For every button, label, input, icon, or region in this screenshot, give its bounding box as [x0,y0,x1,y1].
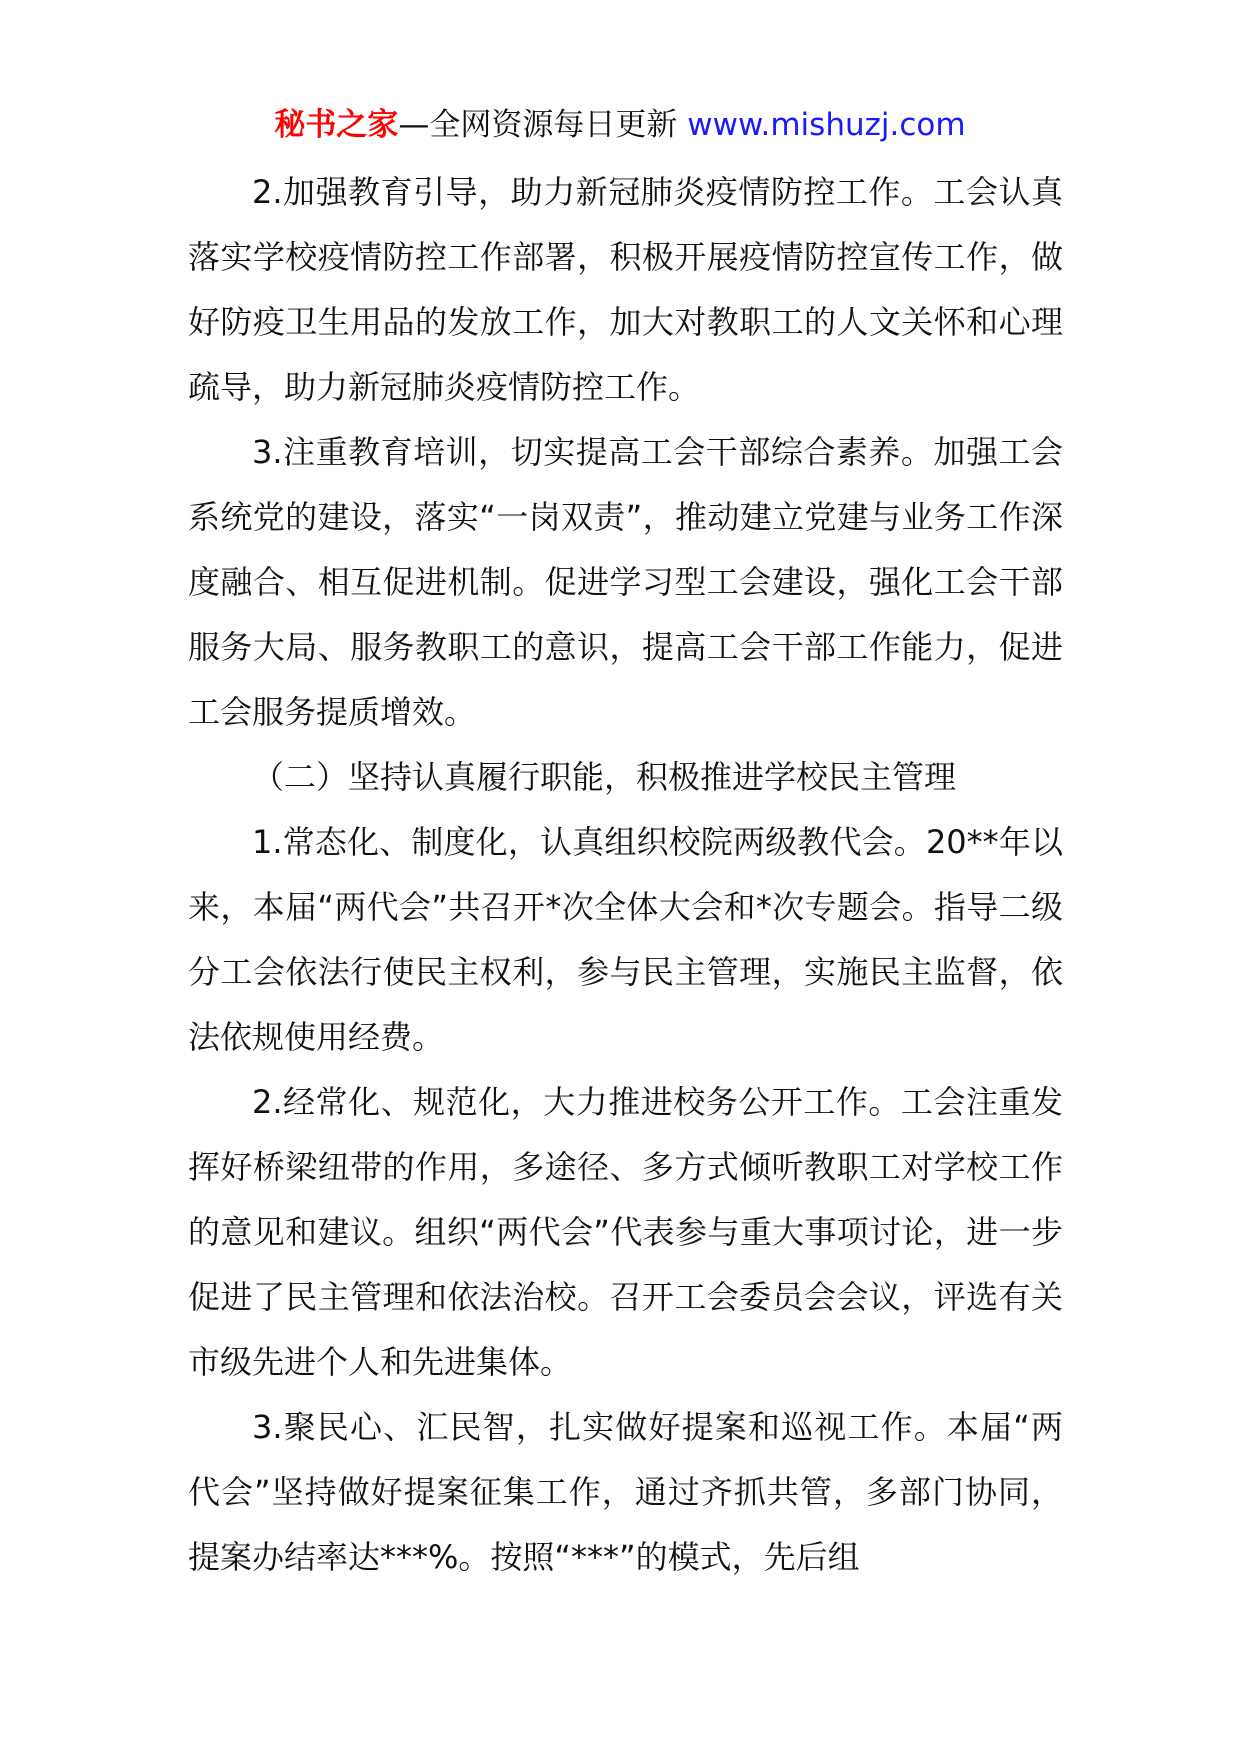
paragraph-congress: 1.常态化、制度化，认真组织校院两级教代会。20**年以来，本届“两代会”共召开*次全体大会和*次专题会。指导二级分工会依法行使民主权利，参与民主管理，实施民主监督，依法依规使用经费。 [188,823,1063,1056]
paragraph-proposals: 3.聚民心、汇民智，扎实做好提案和巡视工作。本届“两代会”坚持做好提案征集工作，通过齐抓共管，多部门协同，提案办结率达***%。按照“***”的模式，先后组 [188,1408,1063,1576]
header-brand: 秘书之家 [274,107,399,143]
header-url-link[interactable]: www.mishuzj.com [687,107,966,143]
paragraph-training: 3.注重教育培训，切实提高工会干部综合素养。加强工会系统党的建设，落实“一岗双责”，推动建立党建与业务工作深度融合、相互促进机制。促进学习型工会建设，强化工会干部服务大局、服务教职工的意识，提高工会干部工作能力，促进工会服务提质增效。 [188,433,1063,731]
page-header [0,100,1240,150]
section-heading-democratic-management: （二）坚持认真履行职能，积极推进学校民主管理 [252,758,957,796]
document-body [188,160,1063,1590]
header-slogan: —全网资源每日更新 [398,107,688,143]
paragraph-education-guidance: 2.加强教育引导，助力新冠肺炎疫情防控工作。工会认真落实学校疫情防控工作部署，积极开展疫情防控宣传工作，做好防疫卫生用品的发放工作，加大对教职工的人文关怀和心理疏导，助力新冠肺炎疫情防控工作。 [188,173,1063,406]
paragraph-affairs-disclosure: 2.经常化、规范化，大力推进校务公开工作。工会注重发挥好桥梁纽带的作用，多途径、多方式倾听教职工对学校工作的意见和建议。组织“两代会”代表参与重大事项讨论，进一步促进了民主管理和依法治校。召开工会委员会会议，评选有关市级先进个人和先进集体。 [188,1083,1063,1381]
